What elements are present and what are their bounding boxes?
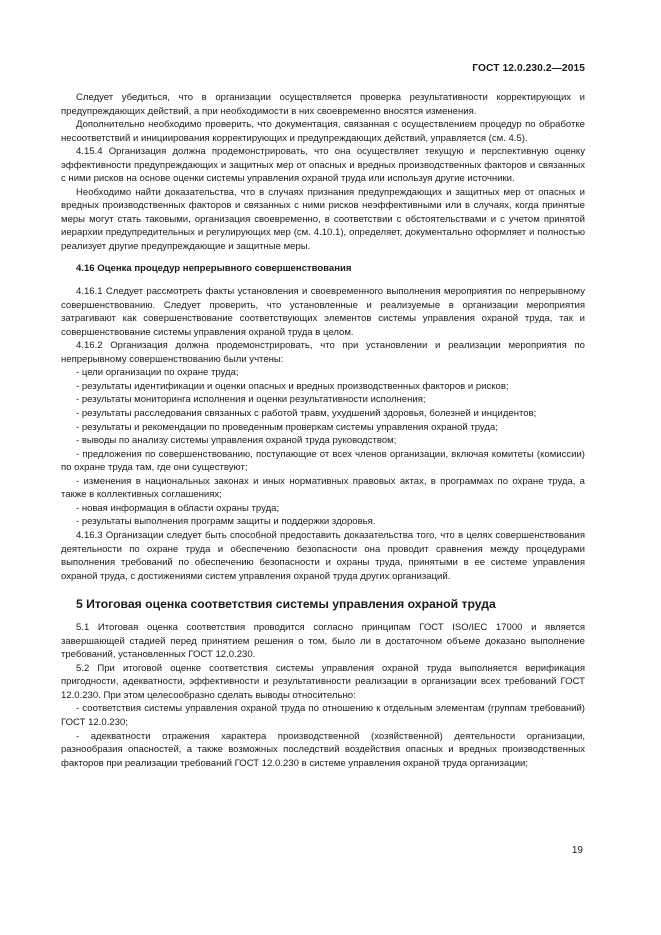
paragraph: Дополнительно необходимо проверить, что документация, связанная с осуществлением процедур по обработке несоответствий и инициирования корректирующих и предупреждающих действий, управляется (см. 4.5). [61,119,585,144]
list-item: - соответствия системы управления охраной труда по отношению к отдельным элементам (группам требований) ГОСТ 12.0.230; [61,703,585,728]
paragraph: 5.1 Итоговая оценка соответствия проводится согласно принципам ГОСТ ISO/IEC 17000 и является завершающей стадией перед принятием решения о том, было ли в достаточном объеме доказано выполнение требований, установленных ГОСТ 12.0.230. [61,622,585,661]
paragraph: Необходимо найти доказательства, что в случаях признания предупреждающих и защитных мер от опасных и вредных производственных факторов и связанных с ними рисков неэффективными или в случаях, когда принятые меры могут стать таковыми, организация своевременно, в соответствии с обстоятельствами и с учетом принятой иерархии предупредительных и регулирующих мер (см. 4.10.1), определяет, документально оформляет и полностью реализует другие предупреждающие и защитные меры. [61,186,585,253]
list-item: - результаты мониторинга исполнения и оценки результативности исполнения; [76,394,426,406]
page-number: 19 [571,845,583,856]
list-item: - результаты расследования связанных с работой травм, ухудшений здоровья, болезней и инцидентов; [76,408,537,420]
list-item: - результаты выполнения программ защиты и поддержки здоровья. [76,516,376,528]
list-item: - адекватности отражения характера производственной (хозяйственной) деятельности организации, разнообразия опасностей, а также возможных последствий воздействия опасных и вредных производственных факторов при реализации требований ГОСТ 12.0.230 в системе управления охраной труда организации; [61,730,585,769]
list-item: - предложения по совершенствованию, поступающие от всех членов организации, включая комитеты (комиссии) по охране труда там, где они существуют; [61,448,585,474]
list-item: - изменения в национальных законах и иных нормативных правовых актах, в программах по охране труда, а также в коллективных соглашениях; [61,475,585,501]
paragraph: 4.16.3 Организации следует быть способной предоставить доказательства того, что в целях совершенствования деятельности по охране труда и обеспечению безопасности она проводит сравнения между процедурами выполнения требований по обеспечению безопасности и охраны труда, принятыми в ее системе управления охраной труда, с достижениями систем управления охраной труда других организаций. [61,529,585,582]
paragraph: Следует убедиться, что в организации осуществляется проверка результативности корректирующих и предупреждающих действий, а при необходимости в них своевременно вносятся изменения. [61,92,585,117]
standard-header: ГОСТ 12.0.230.2—2015 [472,63,585,74]
section-4-16-heading: 4.16 Оценка процедур непрерывного совершенствования [76,262,352,274]
list-item: - цели организации по охране труда; [76,367,239,379]
list-item: - новая информация в области охраны труда; [76,502,280,514]
list-item: - результаты и рекомендации по проведенным проверкам системы управления охраной труда; [76,421,498,433]
section-5-heading: 5 Итоговая оценка соответствия системы управления охраной труда [76,597,496,612]
list-item: - выводы по анализу системы управления охраной труда руководством; [76,435,397,447]
paragraph: 4.16.1 Следует рассмотреть факты установления и своевременного выполнения мероприятия по непрерывному совершенствованию. Следует проверить, что установленные и реализуемые в организации мероприятия затрагивают как совершенствование соответствующих элементов системы управления охраной труда, так и совершенствование системы управления охраной труда в целом. [61,286,585,338]
document-body [61,91,585,770]
paragraph: 4.15.4 Организация должна продемонстрировать, что она осуществляет текущую и перспективную оценку эффективности предупреждающих и защитных мер от опасных и вредных производственных факторов и связанных с ними рисков на основе оценки системы управления охраной труда или используя другие источники. [61,146,585,185]
paragraph: 4.16.2 Организация должна продемонстрировать, что при установлении и реализации мероприятия по непрерывному совершенствованию были учтены: [61,340,585,365]
list-item: - результаты идентификации и оценки опасных и вредных производственных факторов и рисков; [76,380,509,392]
paragraph: 5.2 При итоговой оценке соответствия системы управления охраной труда выполняется верификация пригодности, адекватности, эффективности и результативности реализации в организации всех требований ГОСТ 12.0.230. При этом целесообразно сделать выводы относительно: [61,662,585,701]
